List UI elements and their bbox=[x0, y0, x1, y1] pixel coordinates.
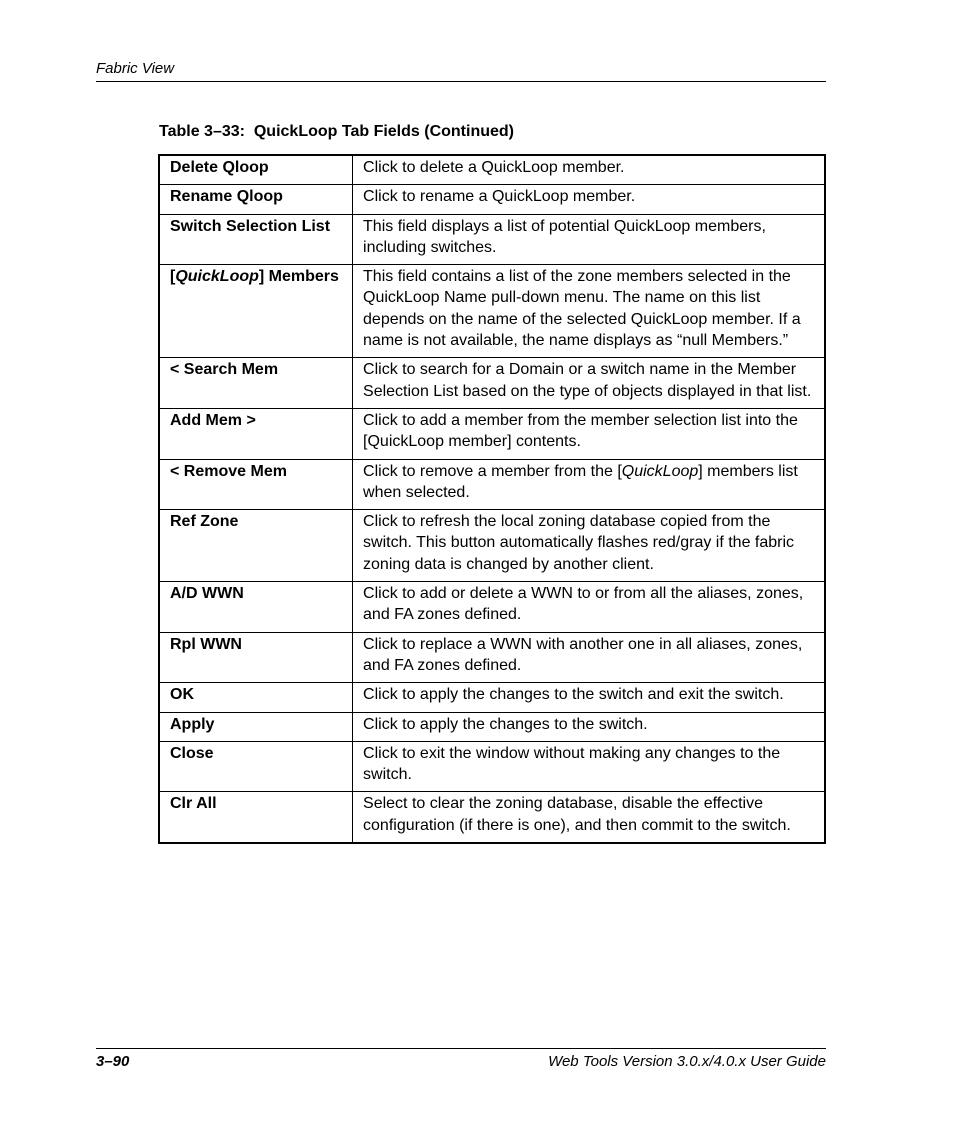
field-name: Switch Selection List bbox=[159, 214, 353, 265]
table-row bbox=[159, 632, 825, 683]
footer-rule bbox=[96, 1048, 826, 1049]
table-row bbox=[159, 741, 825, 792]
table-row bbox=[159, 510, 825, 582]
document-title: Web Tools Version 3.0.x/4.0.x User Guide bbox=[548, 1053, 826, 1070]
page-number: 3–90 bbox=[96, 1053, 130, 1070]
field-name: Apply bbox=[159, 712, 353, 741]
table-caption: Table 3–33: QuickLoop Tab Fields (Continued) bbox=[159, 123, 514, 140]
table-row bbox=[159, 582, 825, 633]
field-name: OK bbox=[159, 683, 353, 712]
field-description: This field displays a list of potential QuickLoop members, including switches. bbox=[353, 214, 825, 265]
table-row bbox=[159, 265, 825, 358]
running-header: Fabric View bbox=[96, 60, 175, 77]
field-name: A/D WWN bbox=[159, 582, 353, 633]
field-name-open: [ bbox=[170, 268, 176, 286]
field-description: Select to clear the zoning database, disable the effective configuration (if there is one), and then commit to the switch. bbox=[353, 792, 825, 843]
quickloop-fields-table bbox=[158, 154, 826, 844]
field-name: Add Mem > bbox=[159, 408, 353, 459]
field-name: Clr All bbox=[159, 792, 353, 843]
field-description: Click to rename a QuickLoop member. bbox=[353, 185, 825, 214]
field-name: Rpl WWN bbox=[159, 632, 353, 683]
field-name: < Remove Mem bbox=[159, 459, 353, 510]
field-description: Click to apply the changes to the switch. bbox=[353, 712, 825, 741]
field-name: < Search Mem bbox=[159, 358, 353, 409]
field-name-italic: QuickLoop bbox=[175, 268, 259, 286]
field-description: Click to add or delete a WWN to or from all the aliases, zones, and FA zones defined. bbox=[353, 582, 825, 633]
table-row bbox=[159, 792, 825, 843]
field-description: This field contains a list of the zone members selected in the QuickLoop Name pull-down menu. The name on this list depends on the name of the selected QuickLoop member. If a name is not available, the name displays as “null Members.” bbox=[353, 265, 825, 358]
field-description: Click to refresh the local zoning database copied from the switch. This button automatically flashes red/gray if the fabric zoning data is changed by another client. bbox=[353, 510, 825, 582]
field-description: Click to add a member from the member selection list into the [QuickLoop member] contents. bbox=[353, 408, 825, 459]
table-row bbox=[159, 408, 825, 459]
field-description: Click to delete a QuickLoop member. bbox=[353, 155, 825, 185]
field-description-after: ] members list when selected. bbox=[363, 462, 798, 501]
field-name: Delete Qloop bbox=[159, 155, 353, 185]
table-row bbox=[159, 214, 825, 265]
table-row bbox=[159, 358, 825, 409]
field-name: Ref Zone bbox=[159, 510, 353, 582]
field-description: Click to apply the changes to the switch and exit the switch. bbox=[353, 683, 825, 712]
field-description: Click to search for a Domain or a switch name in the Member Selection List based on the type of objects displayed in that list. bbox=[353, 358, 825, 409]
table-row bbox=[159, 185, 825, 214]
table-row bbox=[159, 155, 825, 185]
table-row bbox=[159, 459, 825, 510]
field-description-before: Click to remove a member from the [ bbox=[363, 462, 622, 480]
field-description: Click to exit the window without making any changes to the switch. bbox=[353, 741, 825, 792]
field-name-close: ] Members bbox=[258, 268, 339, 286]
field-name bbox=[159, 265, 353, 358]
field-description: Click to replace a WWN with another one in all aliases, zones, and FA zones defined. bbox=[353, 632, 825, 683]
table-row bbox=[159, 712, 825, 741]
field-description bbox=[353, 459, 825, 510]
field-description-italic: QuickLoop bbox=[621, 462, 699, 480]
table-row bbox=[159, 683, 825, 712]
field-name: Close bbox=[159, 741, 353, 792]
header-rule bbox=[96, 81, 826, 82]
field-name: Rename Qloop bbox=[159, 185, 353, 214]
